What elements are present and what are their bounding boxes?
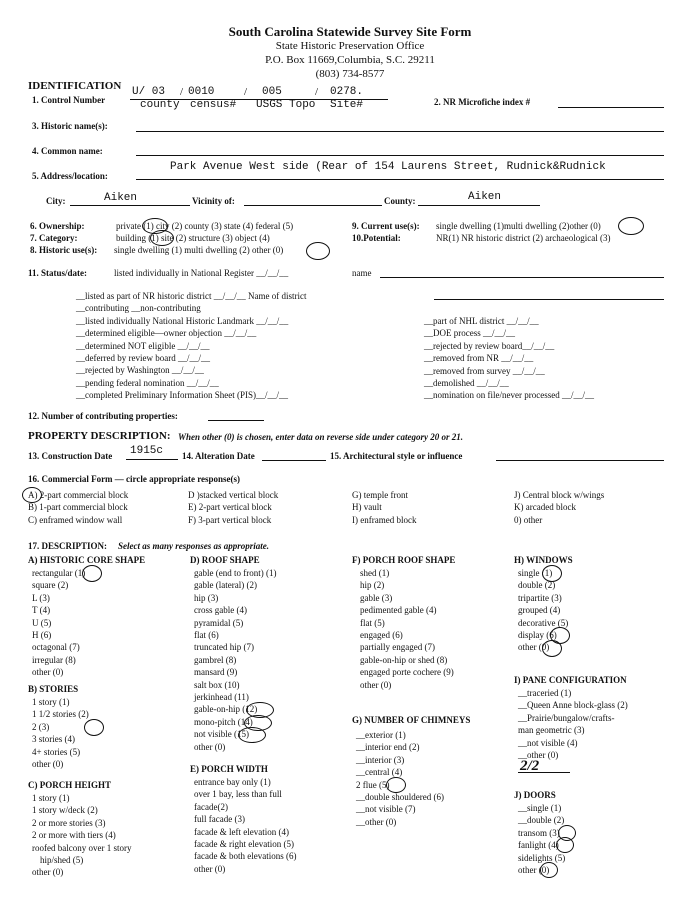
option-item: fanlight (4) [518, 840, 559, 851]
option-item: facade & right elevation (5) [194, 839, 294, 850]
q6-options: private (1) city (2) county (3) state (4) federal (5) [116, 221, 294, 231]
option-item: mansard (9) [194, 667, 238, 678]
q15-label: 15. Architectural style or influence [330, 451, 463, 461]
porch-width-heading: E) PORCH WIDTH [190, 764, 268, 774]
option-item: 1 story (1) [32, 793, 70, 803]
option-item: decorative (5) [518, 617, 569, 628]
option-item: shed (1) [360, 568, 390, 578]
q14-label: 14. Alteration Date [182, 451, 255, 461]
option-item: 4+ stories (5) [32, 746, 81, 757]
pane-handwritten: 2/2 [520, 758, 540, 774]
roof-shape-heading: D) ROOF SHAPE [190, 555, 260, 565]
status-name-label: name [352, 268, 372, 278]
option-item: other (0) [32, 759, 64, 770]
option-item: entrance bay only (1) [194, 777, 271, 787]
option-item: tripartite (3) [518, 592, 562, 603]
option-item: other (0) [194, 863, 226, 874]
option-item: 2 (3) [32, 721, 50, 732]
county-value: Aiken [468, 191, 502, 203]
status-item: __determined eligible—owner objection __/__/__ [76, 328, 257, 339]
option-item: irregular (8) [32, 654, 76, 665]
option-item: gable-on-hip or shed (8) [360, 654, 448, 665]
option-item: truncated hip (7) [194, 642, 254, 653]
common-name-label: 4. Common name: [32, 146, 103, 156]
option-item: H (6) [32, 630, 52, 641]
option-item: gambrel (8) [194, 654, 237, 665]
status-item: __listed individually National Historic Landmark __/__/__ [76, 315, 289, 326]
option-item: jerkinhead (11) [194, 692, 249, 703]
option-item: octagonal (7) [32, 642, 80, 653]
address-value: Park Avenue West side (Rear of 154 Laurens Street, Rudnick&Rudnick [170, 161, 606, 173]
circle-mark [542, 640, 562, 657]
option-item: T (4) [32, 605, 51, 616]
status-item: __removed from NR __/__/__ [424, 353, 534, 364]
option-item: __interior (3) [356, 754, 405, 765]
status-item: __listed as part of NR historic district __/__/__ Name of district [76, 291, 307, 301]
option-item: cross gable (4) [194, 605, 247, 616]
option-item: not visible (15) [194, 729, 249, 740]
porch-width-list [194, 776, 296, 875]
circle-mark [238, 727, 266, 743]
nr-microfiche-label: 2. NR Microfiche index # [434, 97, 531, 107]
status-item: __DOE process __/__/__ [424, 328, 515, 339]
option-item: __not visible (7) [356, 804, 416, 815]
office-name: State Historic Preservation Office [275, 40, 425, 52]
county-label: County: [384, 196, 416, 206]
circle-mark [386, 777, 406, 793]
status-item: __pending federal nomination __/__/__ [76, 377, 219, 388]
option-item: transom (3) [518, 827, 560, 838]
q16-col2 [188, 489, 278, 526]
option-item: __not visible (4) [518, 737, 578, 748]
option-item: 1 1/2 stories (2) [32, 709, 89, 720]
option-item: pedimented gable (4) [360, 605, 437, 616]
option-item: double (2) [518, 580, 556, 591]
option-item: salt box (10) [194, 679, 240, 690]
option-item: __interior end (2) [356, 742, 420, 753]
circle-mark [306, 242, 330, 260]
windows-heading: H) WINDOWS [514, 555, 573, 565]
option-item: 2 or more stories (3) [32, 817, 106, 828]
control-site: 0278. [330, 86, 364, 98]
status-first: listed individually in National Register __/__/__ [114, 268, 289, 278]
status-item: __demolished __/__/__ [424, 378, 509, 389]
q16-label: 16. Commercial Form — circle appropriate response(s) [28, 474, 241, 484]
option-item: 2 or more with tiers (4) [32, 830, 116, 841]
commercial-form-option: F) 3-part vertical block [188, 514, 272, 525]
option-item: engaged (6) [360, 630, 403, 641]
option-item: gable (end to front) (1) [194, 568, 277, 578]
control-county: U/ 03 [132, 86, 166, 98]
option-item: __Prairie/bungalow/crafts- [518, 712, 615, 723]
option-item: other (0) [518, 642, 550, 653]
status-item: __contributing __non-contributing [76, 303, 201, 314]
commercial-form-option: J) Central block w/wings [514, 490, 605, 500]
option-item: facade & both elevations (6) [194, 851, 297, 862]
pane-heading: I) PANE CONFIGURATION [514, 675, 627, 685]
option-item: hip/shed (5) [40, 855, 84, 866]
option-item: gable (3) [360, 592, 393, 603]
q16-col3 [352, 489, 416, 526]
q17-note: Select as many responses as appropriate. [118, 541, 270, 551]
option-item: hip (3) [194, 592, 219, 603]
status-right-list [424, 315, 594, 402]
q8-label: 8. Historic use(s): [30, 245, 98, 255]
option-item: display (6) [518, 630, 557, 641]
commercial-form-option: I) enframed block [352, 514, 417, 525]
office-phone: (803) 734-8577 [315, 68, 385, 80]
q17-label: 17. DESCRIPTION: [28, 541, 108, 551]
circle-mark [542, 565, 562, 582]
option-item: __other (0) [356, 816, 397, 827]
commercial-form-option: G) temple front [352, 490, 408, 500]
option-item: over 1 bay, less than full [194, 789, 282, 800]
option-item: other (0) [32, 867, 64, 878]
option-item: mono-pitch (14) [194, 716, 253, 727]
q9-label: 9. Current use(s): [352, 221, 420, 231]
option-item: other (0) [32, 667, 64, 678]
q10-label: 10.Potential: [352, 233, 401, 243]
pane-list [518, 687, 628, 761]
commercial-form-option: D )stacked vertical block [188, 490, 279, 500]
option-item: __single (1) [518, 803, 562, 813]
core-shape-list [32, 567, 85, 679]
commercial-form-option: A) 2-part commercial block [28, 490, 129, 500]
commercial-form-option: E) 2-part vertical block [188, 502, 272, 513]
status-item: __rejected by review board__/__/__ [424, 340, 555, 351]
control-sub-county: county [140, 99, 180, 111]
porch-roof-heading: F) PORCH ROOF SHAPE [352, 555, 456, 565]
option-item: 3 stories (4) [32, 734, 75, 745]
option-item: 1 story (1) [32, 697, 70, 707]
option-item: partially engaged (7) [360, 642, 435, 653]
control-number-label: 1. Control Number [32, 95, 106, 105]
option-item: flat (5) [360, 617, 385, 628]
status-item: __completed Preliminary Information Sheet (PIS)__/__/__ [76, 390, 288, 401]
porch-roof-list [360, 567, 454, 691]
option-item: other (0) [518, 865, 550, 876]
option-item: square (2) [32, 580, 69, 591]
option-item: 1 story w/deck (2) [32, 805, 98, 816]
stories-list [32, 696, 89, 770]
property-note: When other (0) is chosen, enter data on reverse side under category 20 or 21. [178, 432, 463, 442]
control-sub-site: Site# [330, 99, 364, 111]
option-item: __exterior (1) [356, 730, 406, 740]
porch-height-heading: C) PORCH HEIGHT [28, 780, 112, 790]
chimneys-heading: G) NUMBER OF CHIMNEYS [352, 715, 471, 725]
status-left-list [76, 290, 306, 402]
option-item: facade & left elevation (4) [194, 826, 289, 837]
core-shape-heading: A) HISTORIC CORE SHAPE [28, 555, 146, 565]
status-item: __rejected by Washington __/__/__ [76, 365, 204, 376]
circle-mark [84, 719, 104, 736]
form-title: South Carolina Statewide Survey Site Form [228, 24, 472, 39]
status-item: __nomination on file/never processed __/__/__ [424, 390, 594, 401]
doors-heading: J) DOORS [514, 790, 556, 800]
circle-mark [82, 565, 102, 582]
option-item: __double shouldered (6) [356, 792, 444, 803]
identification-heading: IDENTIFICATION [28, 80, 122, 92]
vicinity-label: Vicinity of: [192, 196, 235, 206]
q16-col4 [514, 489, 604, 526]
option-item: __traceried (1) [518, 688, 572, 698]
commercial-form-option: K) arcaded block [514, 502, 576, 513]
option-item: __double (2) [518, 815, 565, 826]
option-item: man geometric (3) [518, 725, 585, 736]
status-item: __deferred by review board __/__/__ [76, 353, 210, 364]
option-item: __other (0) [518, 750, 559, 761]
option-item: gable (lateral) (2) [194, 580, 257, 591]
option-item: roofed balcony over 1 story [32, 842, 132, 853]
option-item: gable-on-hip (12) [194, 704, 258, 715]
control-usgs: 005 [262, 86, 282, 98]
option-item: U (5) [32, 617, 52, 628]
option-item: __Queen Anne block-glass (2) [518, 700, 628, 711]
q10-options: NR(1) NR historic district (2) archaeological (3) [436, 233, 611, 243]
commercial-form-option: C) enframed window wall [28, 514, 123, 525]
option-item: other (0) [360, 679, 392, 690]
stories-heading: B) STORIES [28, 684, 79, 694]
q8-options: single dwelling (1) multi dwelling (2) other (0) [114, 245, 284, 255]
q13-label: 13. Construction Date [28, 451, 113, 461]
status-item: __removed from survey __/__/__ [424, 365, 545, 376]
city-value: Aiken [104, 192, 138, 204]
q6-label: 6. Ownership: [30, 221, 85, 231]
circle-mark [618, 217, 644, 235]
option-item: pyramidal (5) [194, 617, 244, 628]
status-label: 11. Status/date: [28, 268, 88, 278]
control-sub-census: census# [190, 99, 237, 111]
option-item: __central (4) [356, 767, 403, 778]
property-heading: PROPERTY DESCRIPTION: [28, 430, 171, 442]
option-item: engaged porte cochere (9) [360, 667, 454, 678]
control-census: 0010 [188, 86, 215, 98]
option-item: single (1) [518, 568, 553, 578]
commercial-form-option: B) 1-part commercial block [28, 502, 128, 513]
circle-mark [556, 837, 574, 853]
circle-mark [540, 862, 558, 878]
circle-mark [22, 487, 42, 503]
q9-options: single dwelling (1)multi dwelling (2)other (0) [436, 221, 601, 231]
status-item: __determined NOT eligible __/__/__ [76, 340, 210, 351]
porch-height-list [32, 792, 131, 879]
office-address: P.O. Box 11669,Columbia, S.C. 29211 [265, 54, 435, 66]
circle-mark [150, 230, 174, 246]
option-item: rectangular (1) [32, 568, 86, 578]
q7-options: building (1) site (2) structure (3) object (4) [116, 233, 270, 243]
option-item: hip (2) [360, 580, 385, 591]
construction-date-value: 1915c [130, 445, 164, 457]
historic-name-label: 3. Historic name(s): [32, 121, 108, 131]
q7-label: 7. Category: [30, 233, 78, 243]
option-item: grouped (4) [518, 605, 561, 616]
option-item: flat (6) [194, 630, 219, 641]
address-label: 5. Address/location: [32, 171, 108, 181]
option-item: sidelights (5) [518, 852, 566, 863]
option-item: other (0) [194, 741, 226, 752]
option-item: facade(2) [194, 801, 228, 812]
status-item: __part of NHL district __/__/__ [424, 316, 539, 326]
q16-col1 [28, 489, 128, 526]
option-item: L (3) [32, 592, 50, 603]
q12-label: 12. Number of contributing properties: [28, 411, 178, 421]
commercial-form-option: 0) other [514, 514, 543, 525]
city-label: City: [46, 196, 66, 206]
commercial-form-option: H) vault [352, 502, 382, 513]
option-item: full facade (3) [194, 814, 245, 825]
option-item: 2 flue (5) [356, 779, 390, 790]
control-sub-usgs: USGS Topo [256, 99, 316, 111]
